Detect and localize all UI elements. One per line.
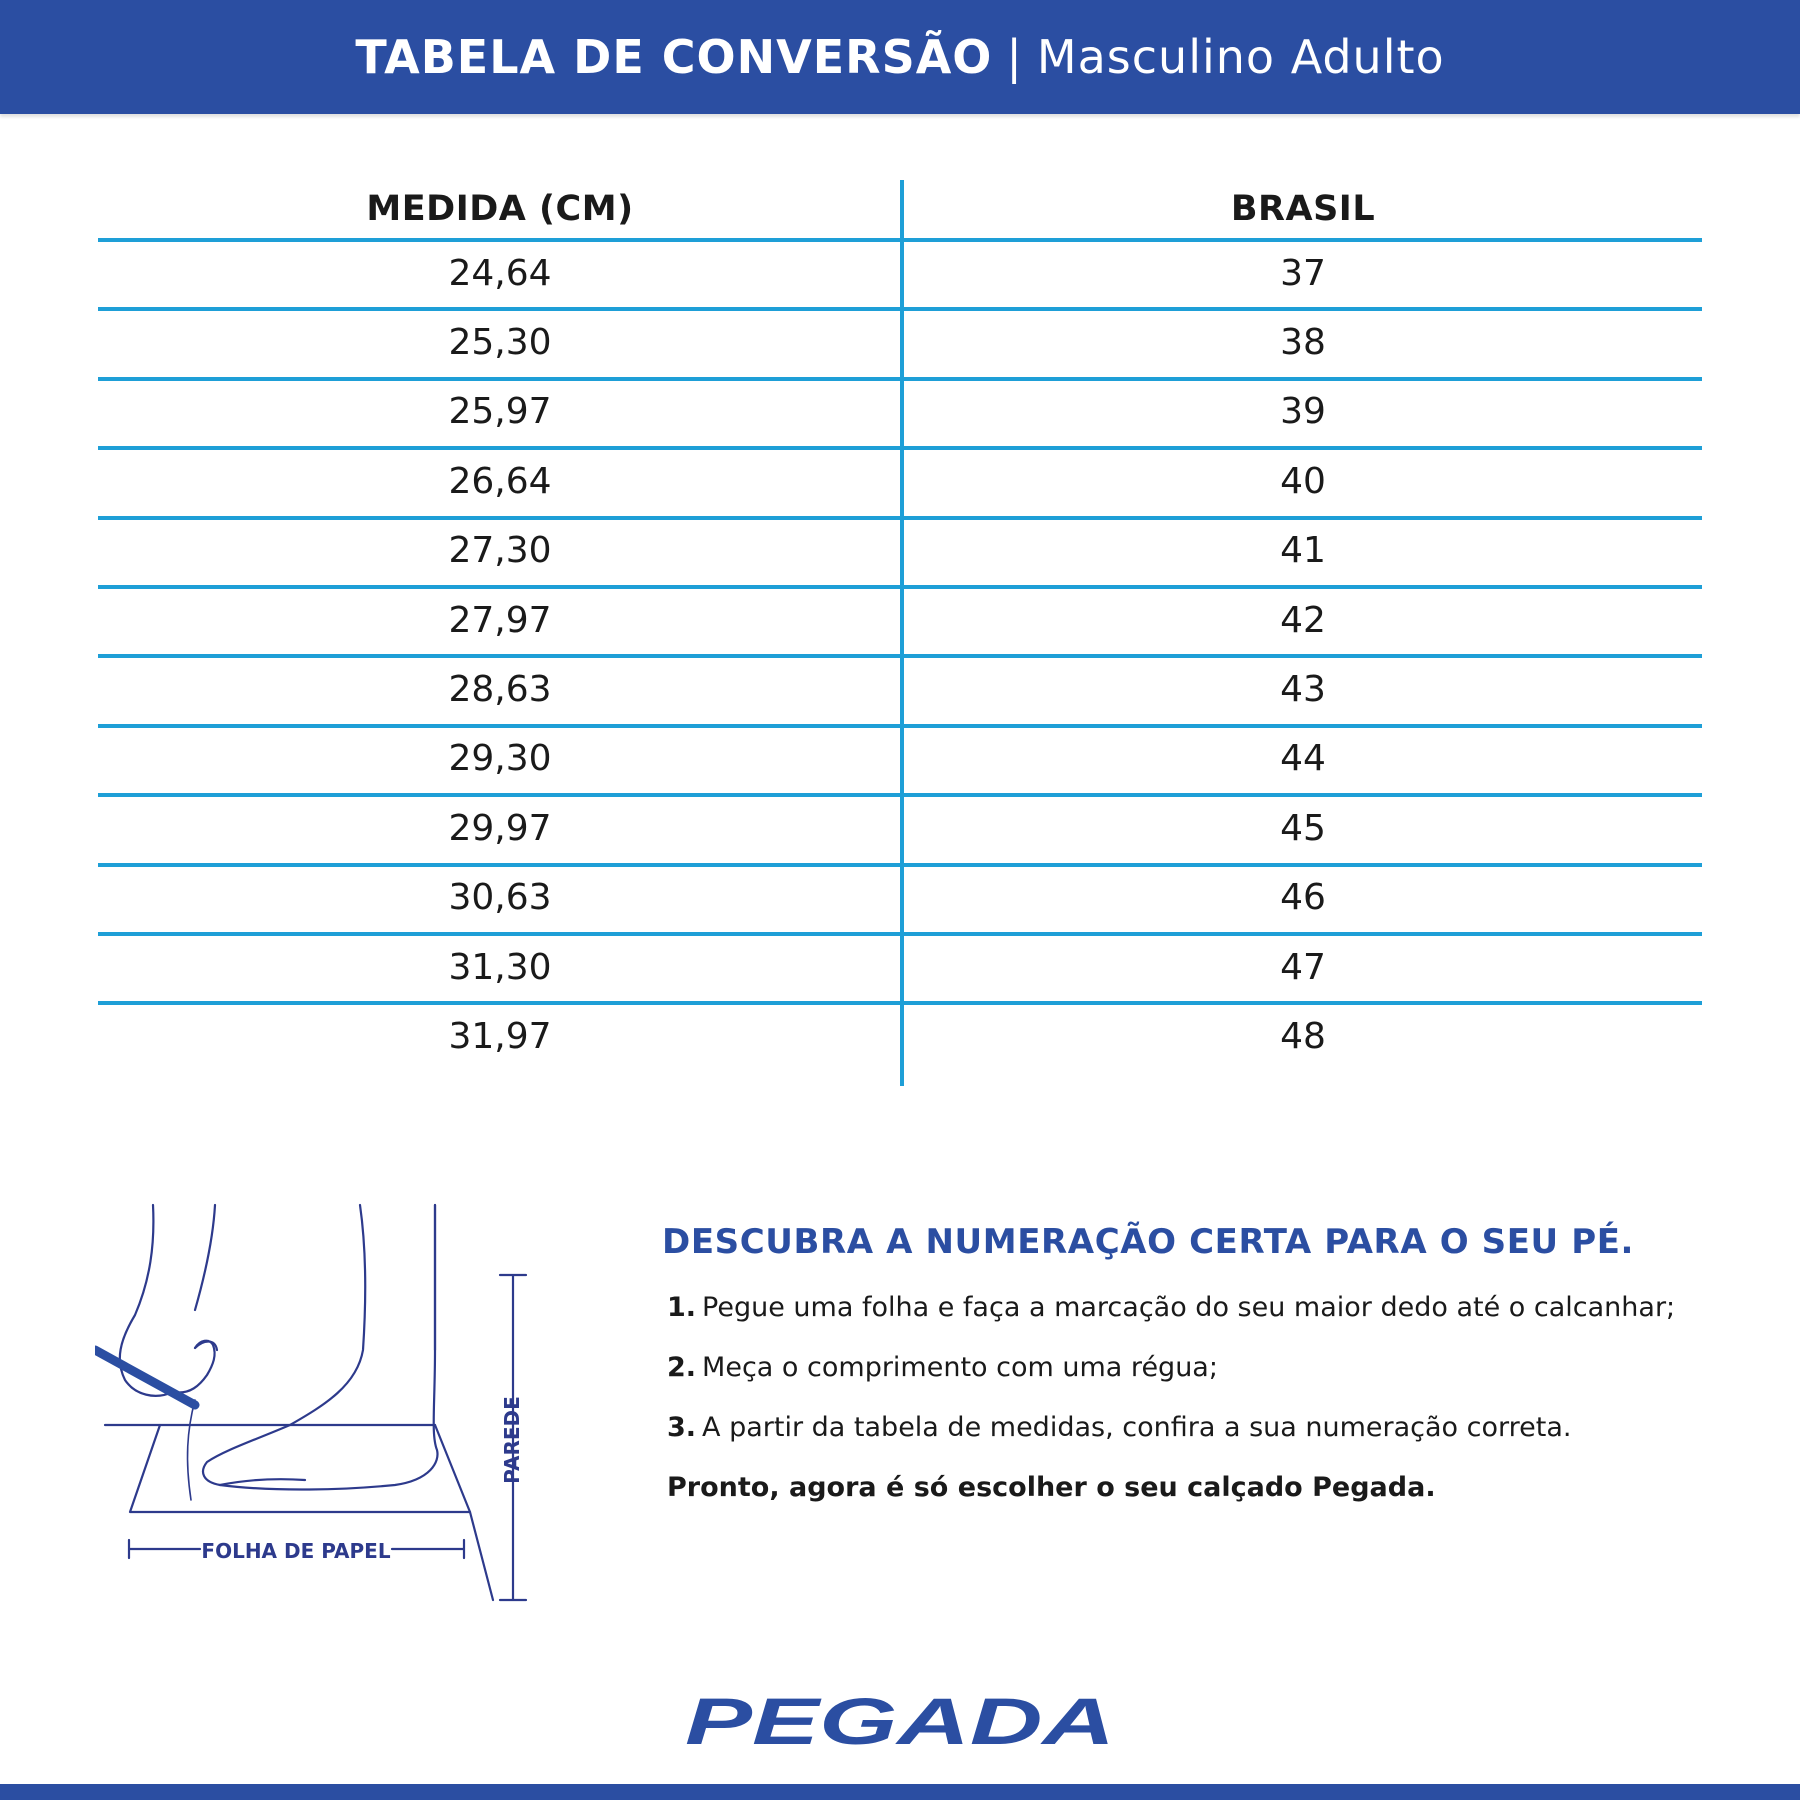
- instructions-closing: Pronto, agora é só escolher o seu calçado Pegada.: [667, 1472, 1436, 1503]
- cell-medida: 27,97: [448, 599, 552, 641]
- cell-brasil: 38: [1280, 321, 1326, 363]
- cell-brasil: 47: [1280, 946, 1326, 988]
- wall-base-line: [470, 1512, 493, 1600]
- table-row: [98, 936, 1702, 998]
- pegada-logo: [680, 1690, 1120, 1750]
- step-text: Pegue uma folha e faça a marcação do seu maior dedo até o calcanhar;: [702, 1292, 1676, 1323]
- table-row: [98, 867, 1702, 929]
- cell-brasil: 45: [1280, 807, 1326, 849]
- step-text: A partir da tabela de medidas, confira a sua numeração correta.: [702, 1412, 1572, 1443]
- instruction-step-3: [667, 1412, 1772, 1443]
- hand-outline: [173, 1341, 215, 1393]
- paper-sheet-outline: [130, 1425, 470, 1512]
- foot-measurement-illustration: [95, 1200, 615, 1620]
- footer-band: [0, 1784, 1800, 1800]
- pencil-icon: [95, 1350, 195, 1405]
- cell-medida: 31,30: [448, 946, 552, 988]
- step-number: 2.: [667, 1352, 697, 1383]
- cell-brasil: 43: [1280, 668, 1326, 710]
- cell-medida: 26,64: [448, 460, 552, 502]
- cell-medida: 30,63: [448, 877, 552, 919]
- pencil-trace-line: [188, 1400, 195, 1500]
- table-row: [98, 658, 1702, 720]
- table-row: [98, 797, 1702, 859]
- title-separator: |: [1006, 30, 1023, 84]
- foot-sole-line: [220, 1479, 305, 1485]
- cell-medida: 31,97: [448, 1015, 552, 1057]
- page-title: [355, 30, 1444, 84]
- cell-medida: 25,97: [448, 391, 552, 433]
- table-row: [98, 1005, 1702, 1067]
- step-number: 3.: [667, 1412, 697, 1443]
- logo-text: PEGADA: [685, 1690, 1115, 1750]
- instructions-heading: DESCUBRA A NUMERAÇÃO CERTA PARA O SEU PÉ.: [662, 1222, 1635, 1262]
- cell-medida: 28,63: [448, 668, 552, 710]
- table-row: [98, 520, 1702, 582]
- step-number: 1.: [667, 1292, 697, 1323]
- table-row: [98, 311, 1702, 373]
- pegada-logo-mark: [680, 1690, 1120, 1750]
- step-text: Meça o comprimento com uma régua;: [702, 1352, 1218, 1383]
- column-header-medida: MEDIDA (CM): [366, 189, 634, 229]
- header-banner: [0, 0, 1800, 114]
- column-header-brasil: BRASIL: [1230, 189, 1376, 229]
- instruction-step-2: [667, 1352, 1772, 1383]
- table-row: [98, 589, 1702, 651]
- table-row: [98, 450, 1702, 512]
- wall-label: PAREDE: [500, 1396, 524, 1484]
- foot-outline: [203, 1205, 437, 1490]
- cell-brasil: 40: [1280, 460, 1326, 502]
- cell-brasil: 39: [1280, 391, 1326, 433]
- paper-label: FOLHA DE PAPEL: [201, 1539, 391, 1563]
- table-row: [98, 728, 1702, 790]
- cell-medida: 25,30: [448, 321, 552, 363]
- cell-brasil: 48: [1280, 1015, 1326, 1057]
- cell-medida: 24,64: [448, 252, 552, 294]
- table-row: [98, 381, 1702, 443]
- instructions-panel: [662, 1222, 1772, 1503]
- title-subtitle: Masculino Adulto: [1036, 30, 1445, 84]
- cell-brasil: 37: [1280, 252, 1326, 294]
- table-row: [98, 242, 1702, 304]
- instruction-step-1: [667, 1292, 1772, 1323]
- size-conversion-table: [98, 180, 1702, 1057]
- foot-measurement-sketch: [95, 1200, 615, 1620]
- cell-brasil: 46: [1280, 877, 1326, 919]
- cell-brasil: 42: [1280, 599, 1326, 641]
- cell-medida: 29,30: [448, 738, 552, 780]
- cell-brasil: 44: [1280, 738, 1326, 780]
- cell-medida: 27,30: [448, 530, 552, 572]
- cell-medida: 29,97: [448, 807, 552, 849]
- title-main: TABELA DE CONVERSÃO: [355, 30, 993, 84]
- arm-inner-line: [195, 1205, 215, 1310]
- cell-brasil: 41: [1280, 530, 1326, 572]
